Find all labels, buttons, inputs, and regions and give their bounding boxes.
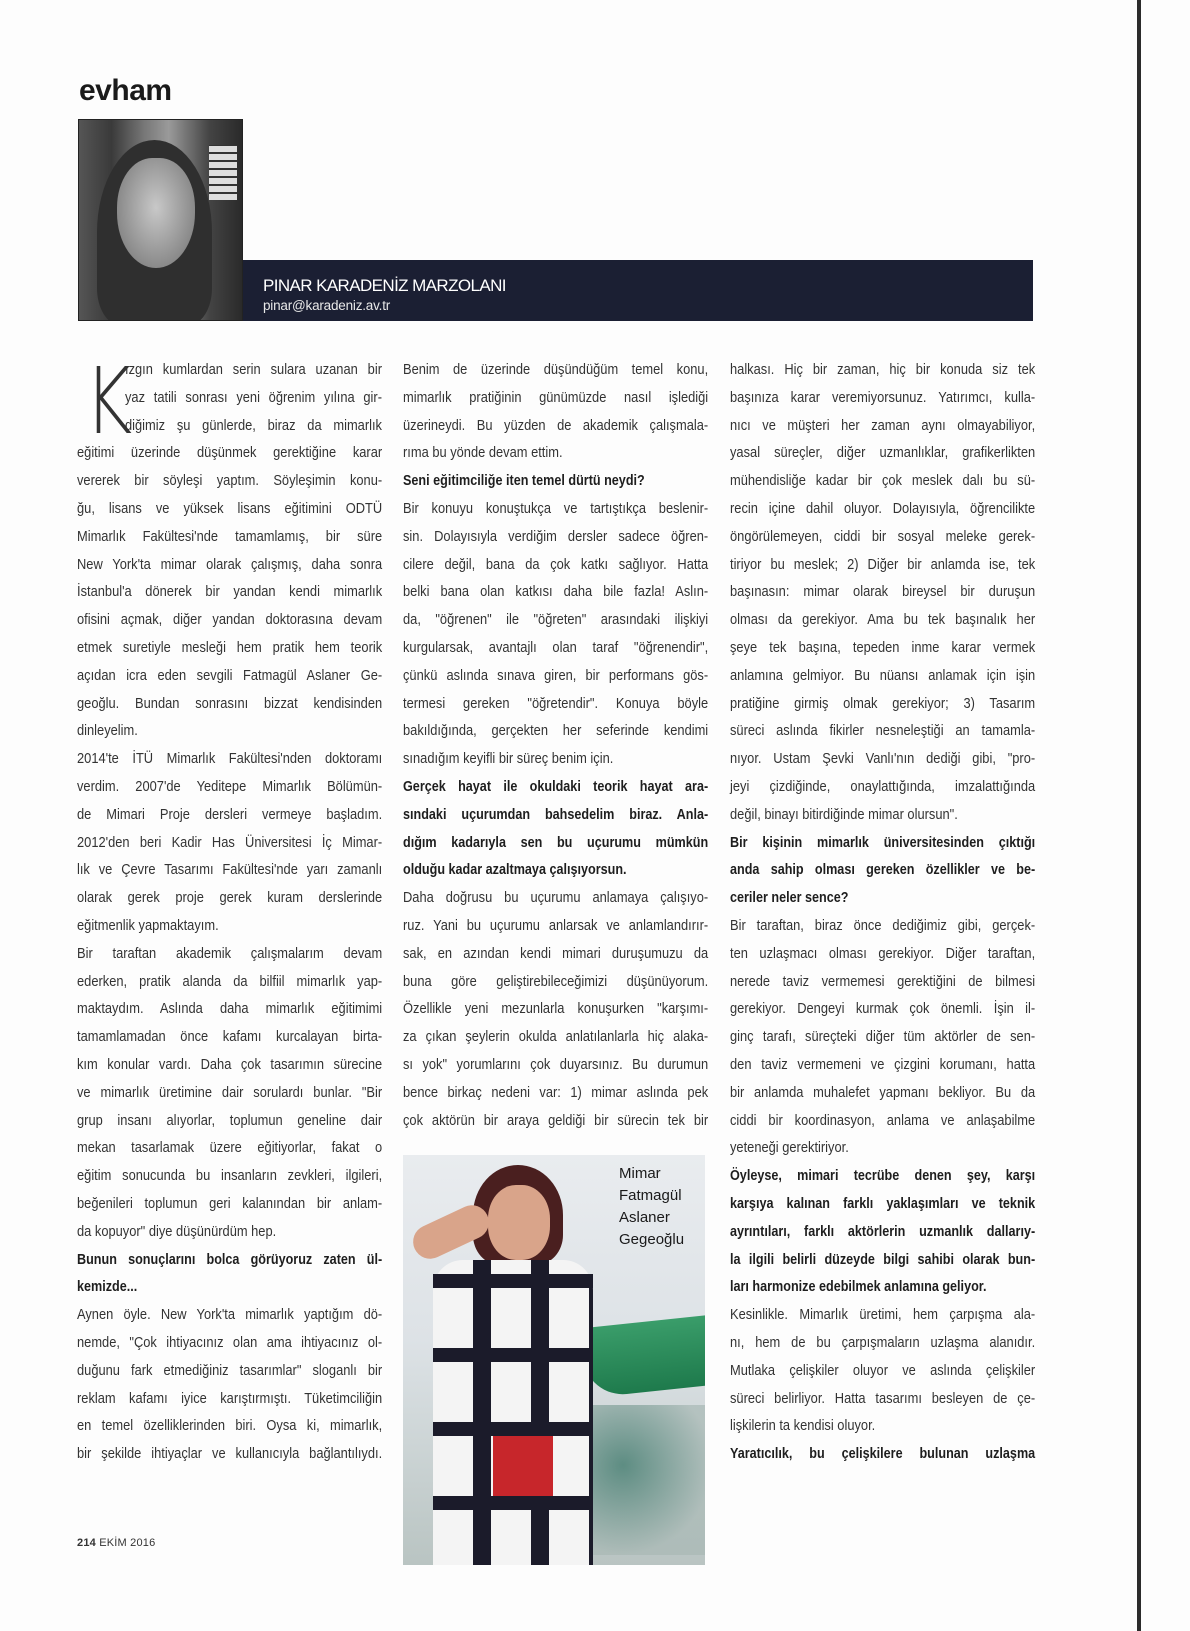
text-line: nemde, "Çok ihtiyacınız olan ama ihtiyacınız ol- bbox=[77, 1335, 383, 1351]
question-line: ayrıntıları, farklı aktörlerin uzmanlık dallarıy- bbox=[730, 1223, 1036, 1240]
text-line: çok aktörün bir araya geldiği bir sürecin tek bir bbox=[403, 1112, 709, 1129]
question-line: Öyleyse, mimari tecrübe denen şey, karşı bbox=[730, 1168, 1036, 1185]
text-line: sı yok" yorumlarını çok duyarsınız. Bu durumun bbox=[403, 1057, 709, 1073]
text-line: etmek suretiyle mesleği hem pratik hem teorik bbox=[77, 640, 383, 656]
text-line: mimarlık pratiğinin günümüzde nasıl işlediği bbox=[403, 389, 709, 406]
text-line: Mutlaka çelişkiler oluyor ve aslında çelişkiler bbox=[730, 1362, 1036, 1379]
text-line: süreci aslında fikirler nesneleştiği an tamamla- bbox=[730, 723, 1036, 740]
text-line: kım konular vardı. Daha çok tasarımın sürecine bbox=[77, 1057, 383, 1073]
text-line: yeteneği gerektiriyor. bbox=[730, 1140, 849, 1157]
question-line: Bir kişinin mimarlık üniversitesinden çıktığı bbox=[730, 834, 1036, 851]
text-line: nerede taviz vermemesi gerektiğini de bilmesi bbox=[730, 973, 1036, 990]
text-line: mekan tasarlamak üzere eğitiyorlar, fakat o bbox=[77, 1140, 383, 1157]
text-line: sınadığım keyifli bir süreç benim için. bbox=[403, 751, 614, 768]
text-line: nıcı ve müşteri her zaman aynı olmayabiliyor, bbox=[730, 417, 1036, 434]
caption-line: Aslaner bbox=[619, 1209, 670, 1226]
text-line: eğitimi üzerinde düşünmek gerektiğine karar bbox=[77, 445, 383, 462]
text-line: jeyi çizdiğinde, onaylattığında, imzalattığında bbox=[730, 779, 1036, 795]
text-line: Aynen öyle. New York'ta mimarlık yaptığım dö- bbox=[77, 1307, 383, 1324]
text-line: lık ve Çevre Tasarımı Fakültesi'nde yarı zamanlı bbox=[77, 862, 383, 879]
text-line: sak, en azından kendi mimari duruşumuzu da bbox=[403, 945, 709, 962]
text-line: ederken, pratik alanda da bilfiil mimarlık yap- bbox=[77, 973, 383, 990]
text-line: verdim. 2007'de Yeditepe Mimarlık Bölümün- bbox=[77, 779, 383, 795]
photo-caption bbox=[619, 1163, 684, 1251]
text-line: ofisini açmak, diğer yandan doktorasına devam bbox=[77, 612, 383, 629]
text-line: vererek bir söyleşi yaptım. Söyleşimin konu- bbox=[77, 473, 383, 490]
text-line: diğimiz şu günlerde, biraz da mimarlık bbox=[125, 417, 382, 434]
text-line: sin. Dolayısıyla verdiğim dersler sadece öğren- bbox=[403, 528, 709, 545]
text-line: Benim de üzerinde düşündüğüm temel konu, bbox=[403, 362, 709, 378]
text-line: başınasın: mimar olarak bireysel bir duruşun bbox=[730, 584, 1036, 601]
text-line: buna göre geliştirebileceğimizi düşünüyorum. bbox=[403, 973, 709, 990]
text-line: bence birkaç nedeni var: 1) mimar aslında pek bbox=[403, 1084, 709, 1101]
question-line: ları harmonize edebilmek anlamına geliyor. bbox=[730, 1279, 987, 1296]
text-line: gerekiyor. Dengeyi kurmak çok önemli. İşin il- bbox=[730, 1001, 1036, 1018]
text-line: en temel özelliklerinden biri. Oysa ki, mimarlık, bbox=[77, 1418, 383, 1435]
question-line: la ilgili belirli düzeyde bilgi sahibi olarak bun- bbox=[730, 1251, 1036, 1268]
text-line: yaz tatili sonrası yeni öğrenim yılına gir- bbox=[125, 389, 382, 406]
author-photo bbox=[78, 119, 243, 321]
text-line: ciddi bir koordinasyon, anlama ve anlaşabilme bbox=[730, 1112, 1036, 1129]
question-line: kemizde... bbox=[77, 1279, 138, 1296]
author-banner bbox=[243, 260, 1033, 321]
text-line: şeye tek başına, tepeden inme karar vermek bbox=[730, 640, 1036, 656]
text-line: ve mimarlık üretimine dair sorulardı bunlar. "Bir bbox=[77, 1084, 383, 1101]
text-line: ğu, lisans ve yüksek lisans eğitimini ODTÜ bbox=[77, 501, 383, 517]
text-line: 2014'te İTÜ Mimarlık Fakültesi'nden doktoramı bbox=[77, 751, 383, 768]
page-edge bbox=[1137, 0, 1141, 1631]
author-name: PINAR KARADENİZ MARZOLANI bbox=[263, 276, 506, 295]
question-line: sındaki uçurumdan bahsedelim biraz. Anla- bbox=[403, 806, 709, 823]
question-line: anda sahip olması gereken özellikler ve be- bbox=[730, 862, 1036, 879]
caption-line: Fatmagül bbox=[619, 1187, 682, 1204]
question-line: ceriler neler sence? bbox=[730, 890, 849, 907]
text-line: ızgın kumlardan serin sulara uzanan bir bbox=[125, 362, 382, 378]
text-line: anlamına gelmiyor. Bu nüansı anlamak için işin bbox=[730, 667, 1036, 684]
text-line: ginç tarafı, süreçteki diğer tüm aktörler de sen- bbox=[730, 1029, 1036, 1046]
drop-cap: K bbox=[84, 348, 133, 455]
text-line: eğitmenlik yapmaktayım. bbox=[77, 918, 219, 934]
question-line: karşıya kalınan farklı yaklaşımları ve teknik bbox=[730, 1196, 1036, 1212]
text-line: Kesinlikle. Mimarlık üretimi, hem çarpışma ala- bbox=[730, 1307, 1036, 1324]
caption-line: Gegeoğlu bbox=[619, 1231, 685, 1248]
text-line: ruz. Yani bu uçurumu anlarsak ve anlamlandırır- bbox=[403, 918, 709, 934]
text-line: başınıza karar veremiyorsunuz. Yatırımcı, kulla- bbox=[730, 389, 1036, 406]
question-line: dığım kadarıyla sen bu uçurumu mümkün bbox=[403, 834, 709, 851]
text-line: çünkü aslında sınava giren, bir performans gös- bbox=[403, 667, 709, 684]
author-email: pinar@karadeniz.av.tr bbox=[263, 298, 391, 313]
text-line: za çıkan şeylerin okulda anlatılanlarla hiç alaka- bbox=[403, 1029, 709, 1046]
question-line: Yaratıcılık, bu çelişkilere bulunan uzlaşma bbox=[730, 1446, 1036, 1463]
text-line: tamamlamadan önce kafamı kurcalayan birta- bbox=[77, 1029, 383, 1046]
text-line: reklam kafamı iyice karıştırmıştı. Tüketimciliğin bbox=[77, 1390, 383, 1407]
text-line: süreci belirliyor. Hatta tasarımı besleyen de çe- bbox=[730, 1390, 1036, 1407]
text-line: kurgularsak, avantajlı olan taraf "öğrenendir", bbox=[403, 640, 709, 656]
text-line: bir şekilde ihtiyaçlar ve kullanıcıyla bağlantılıydı. bbox=[77, 1446, 383, 1463]
issue-date: EKİM 2016 bbox=[99, 1537, 156, 1549]
question-line: Gerçek hayat ile okuldaki teorik hayat ara- bbox=[403, 779, 709, 795]
text-line: recin içine dahil oluyor. Dolayısıyla, öğrencilikte bbox=[730, 501, 1036, 517]
text-line: olarak gerek proje gerek kuram derslerinde bbox=[77, 890, 383, 907]
text-line: geoğlu. Bundan sonrasını bizzat kendisinden bbox=[77, 695, 383, 712]
text-line: bir anlamda muhalefet yapmanı bekliyor. Bu da bbox=[730, 1084, 1036, 1101]
text-line: dinleyelim. bbox=[77, 723, 138, 740]
text-line: Bir taraftan, biraz önce dediğimiz gibi, gerçek- bbox=[730, 918, 1036, 934]
text-line: olması da gerekiyor. Ama bu tek başınalık her bbox=[730, 612, 1036, 629]
text-line: bakıldığında, gerçekten her seferinde kendimi bbox=[403, 723, 709, 740]
text-line: pratiğine girmiş olmak gerekiyor; 3) Tasarım bbox=[730, 695, 1036, 712]
text-line: yasal süreçler, diğer uzmanlıklar, grafikerlikten bbox=[730, 445, 1036, 462]
text-line: Özellikle yeni mezunlarla konuşurken "karşımı- bbox=[403, 1001, 709, 1018]
text-line: tiriyor bu meslek; 2) Diğer bir anlamda ise, tek bbox=[730, 556, 1036, 573]
text-line: belki bana olan katkısı daha bile fazla! Aslın- bbox=[403, 584, 709, 601]
text-line: Mimarlık Fakültesi'nde tamamlamış, bir süre bbox=[77, 528, 383, 545]
page-footer bbox=[77, 1537, 155, 1549]
text-line: açıdan icra eden sevgili Fatmagül Aslaner Ge- bbox=[77, 667, 383, 684]
text-line: maktaydım. Aslında daha mimarlık eğitimimi bbox=[77, 1001, 383, 1018]
text-line: Bir konuyu konuştukça ve tartıştıkça beslenir- bbox=[403, 501, 709, 517]
text-line: de Mimari Proje dersleri vermeye başladım. bbox=[77, 806, 383, 823]
text-line: nı, hem de bu çarpışmaların uzlaşma alanıdır. bbox=[730, 1335, 1036, 1351]
text-line: da kopuyor" diye düşünürdüm hep. bbox=[77, 1223, 277, 1240]
text-line: 2012'den beri Kadir Has Üniversitesi İç Mimar- bbox=[77, 834, 383, 851]
text-line: mühendisliğe kadar bir çok meslek dalı bu sü- bbox=[730, 473, 1036, 490]
text-line: duğunu fark etmediğiniz tasarımlar" sloganlı bir bbox=[77, 1362, 383, 1379]
section-title: evham bbox=[79, 74, 172, 107]
text-line: grup insanı alıyorlar, toplumun geneline dair bbox=[77, 1112, 383, 1129]
text-line: halkası. Hiç bir zaman, hiç bir konuda siz tek bbox=[730, 362, 1036, 378]
text-line: Bir taraftan akademik çalışmalarım devam bbox=[77, 945, 383, 962]
question-line: olduğu kadar azaltmaya çalışıyorsun. bbox=[403, 862, 627, 879]
question-line: Seni eğitimciliğe iten temel dürtü neydi? bbox=[403, 473, 645, 490]
text-line: rıma bu yönde devam ettim. bbox=[403, 445, 563, 462]
text-line: ten uzlaşmacı olması gerekiyor. Diğer taraftan, bbox=[730, 945, 1036, 962]
text-line: cilere değil, bana da çok katkı sağlıyor. Hatta bbox=[403, 556, 709, 573]
text-line: öngörülemeyen, ciddi bir sosyal meleke gerek- bbox=[730, 528, 1036, 545]
text-line: beğenileri toplumun geri kalanından bir anlam- bbox=[77, 1196, 383, 1212]
text-line: değil, binayı bitirdiğinde mimar olursun". bbox=[730, 806, 958, 823]
text-line: termesi gereken "öğretendir". Konuya böyle bbox=[403, 695, 709, 712]
text-line: New York'ta mimar olarak çalışmış, daha sonra bbox=[77, 556, 383, 573]
text-line: nıyor. Ustam Şevki Vanlı'nın dediği gibi, "pro- bbox=[730, 751, 1036, 768]
question-line: Bunun sonuçlarını bolca görüyoruz zaten ül- bbox=[77, 1251, 383, 1268]
interviewee-photo bbox=[403, 1155, 705, 1565]
caption-line: Mimar bbox=[619, 1165, 661, 1182]
text-line: lişkilerin ta kendisi oluyor. bbox=[730, 1418, 876, 1435]
text-line: eğitim sonucunda bu insanların zevkleri, ilgileri, bbox=[77, 1168, 383, 1185]
text-line: üzerineydi. Bu yüzden de akademik çalışmala- bbox=[403, 417, 709, 434]
text-line: Daha doğrusu bu uçurumu anlamaya çalışıyo- bbox=[403, 890, 709, 907]
text-line: da, "öğrenen" ile "öğreten" arasındaki ilişkiyi bbox=[403, 612, 709, 629]
text-line: İstanbul'a dönerek bir yandan kendi mimarlık bbox=[77, 584, 383, 601]
text-line: den taviz vermemeni ve çizgini korumanı, hatta bbox=[730, 1057, 1036, 1073]
page-number: 214 bbox=[77, 1537, 96, 1549]
